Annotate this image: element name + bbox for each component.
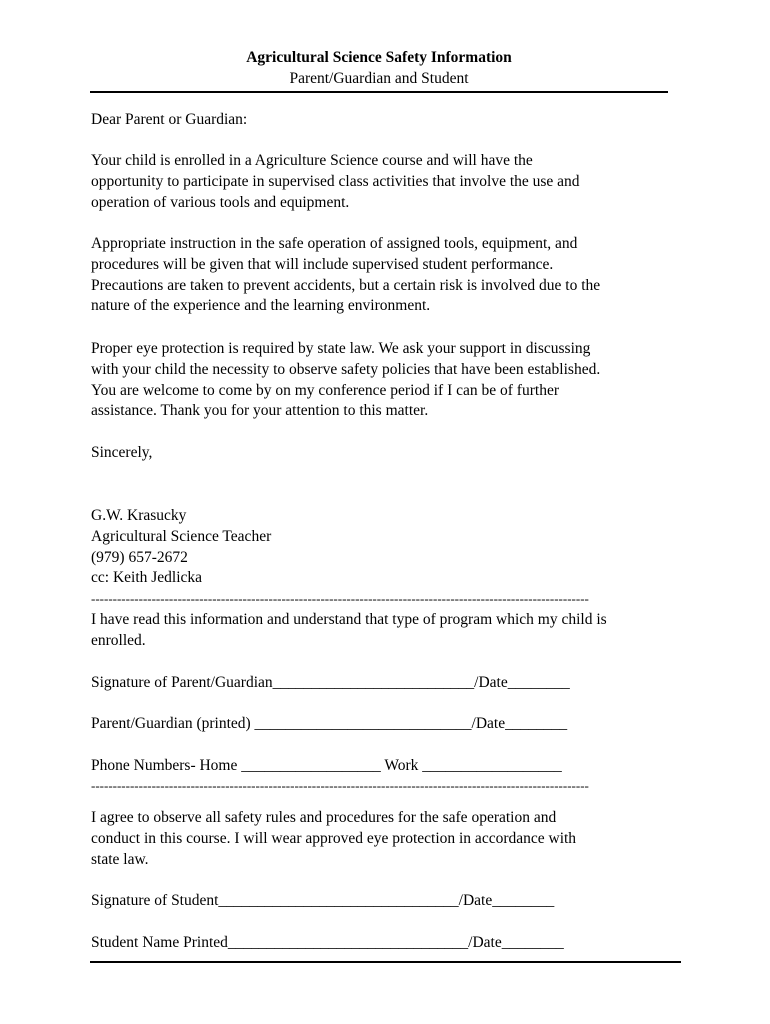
phone-numbers-field[interactable]: Phone Numbers- Home __________________ Work __________________ xyxy=(91,757,562,774)
footer-rule xyxy=(90,961,681,963)
salutation: Dear Parent or Guardian: xyxy=(91,111,248,128)
paragraph-line: Your child is enrolled in a Agriculture Science course and will have the xyxy=(91,152,533,169)
paragraph-line: assistance. Thank you for your attention to this matter. xyxy=(91,402,429,420)
teacher-signature-block xyxy=(91,506,691,589)
paragraph-line: opportunity to participate in supervised class activities that involve the use and xyxy=(91,172,580,190)
teacher-role: Agricultural Science Teacher xyxy=(91,527,272,545)
parent-printed-name-field[interactable]: Parent/Guardian (printed) ____________________________/Date________ xyxy=(91,715,568,732)
student-statement xyxy=(91,808,691,870)
parent-statement xyxy=(91,610,691,652)
paragraph-line: nature of the experience and the learning environment. xyxy=(91,297,431,315)
statement-line: state law. xyxy=(91,850,149,868)
paragraph-line: Appropriate instruction in the safe operation of assigned tools, equipment, and xyxy=(91,235,578,252)
student-signature-field[interactable]: Signature of Student_______________________________/Date________ xyxy=(91,892,555,909)
paragraph-enrollment xyxy=(91,151,691,213)
paragraph-line: Precautions are taken to prevent accidents, but a certain risk is involved due to the xyxy=(91,276,601,294)
document-subtitle: Parent/Guardian and Student xyxy=(289,70,469,87)
statement-line: I agree to observe all safety rules and procedures for the safe operation and xyxy=(91,809,557,826)
teacher-phone: (979) 657-2672 xyxy=(91,548,188,566)
statement-line: enrolled. xyxy=(91,631,146,649)
cc-line: cc: Keith Jedlicka xyxy=(91,569,203,587)
paragraph-line: You are welcome to come by on my conference period if I can be of further xyxy=(91,381,559,399)
document-title: Agricultural Science Safety Information xyxy=(246,49,512,66)
document-header xyxy=(90,47,668,89)
student-printed-name-field[interactable]: Student Name Printed_______________________________/Date________ xyxy=(91,934,564,951)
statement-line: conduct in this course. I will wear approved eye protection in accordance with xyxy=(91,829,577,847)
closing: Sincerely, xyxy=(91,444,153,461)
cut-separator: ------------------------------------------------------------------------------------------------------------------- xyxy=(91,592,589,606)
paragraph-line: procedures will be given that will include supervised student performance. xyxy=(91,255,554,273)
cut-separator: ------------------------------------------------------------------------------------------------------------------- xyxy=(91,779,589,793)
paragraph-instruction xyxy=(91,234,691,317)
paragraph-line: Proper eye protection is required by state law. We ask your support in discussing xyxy=(91,340,591,357)
teacher-name: G.W. Krasucky xyxy=(91,507,187,524)
parent-signature-field[interactable]: Signature of Parent/Guardian__________________________/Date________ xyxy=(91,674,570,691)
statement-line: I have read this information and understand that type of program which my child is xyxy=(91,611,607,628)
paragraph-line: with your child the necessity to observe safety policies that have been established. xyxy=(91,360,601,378)
paragraph-eye-protection xyxy=(91,339,691,422)
paragraph-line: operation of various tools and equipment. xyxy=(91,193,350,211)
header-rule xyxy=(90,91,668,93)
